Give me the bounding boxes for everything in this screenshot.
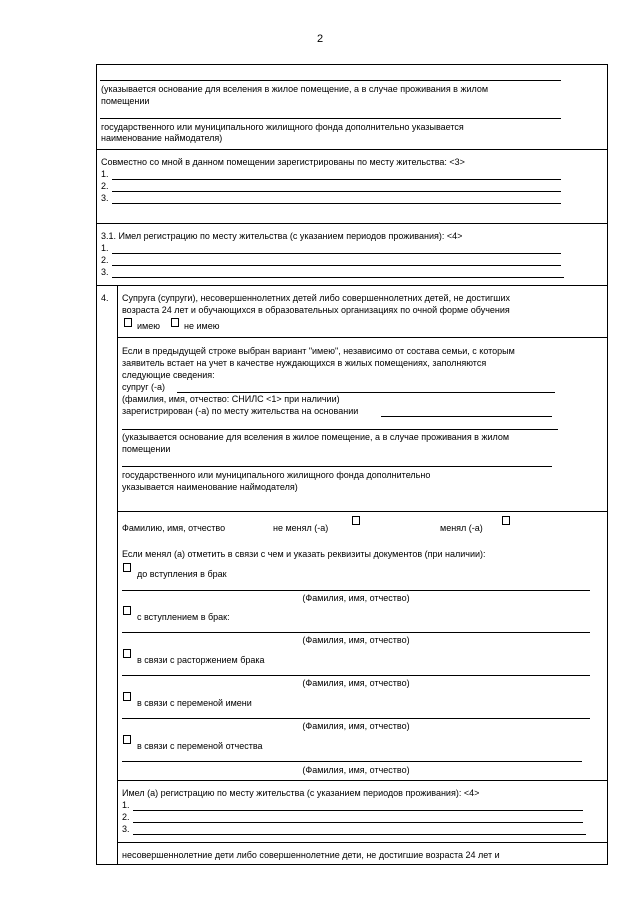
- fund-caption-1: государственного или муниципального жилищного фонда дополнительно: [122, 470, 431, 480]
- fio-caption: (Фамилия, имя, отчество): [302, 635, 410, 645]
- prior-registration-line-2[interactable]: [112, 265, 561, 266]
- info-text-1: Если в предыдущей строке выбран вариант "имею", независимо от состава семьи, с которым: [122, 346, 515, 356]
- co-registered-title: Совместно со мной в данном помещении зарегистрированы по месту жительства: <3>: [101, 157, 465, 167]
- prior-registration-line-1[interactable]: [112, 253, 561, 254]
- registered-basis-line[interactable]: [381, 416, 552, 417]
- registered-label: зарегистрирован (-а) по месту жительства на основании: [122, 406, 359, 416]
- changed-checkbox[interactable]: [502, 516, 510, 525]
- co-registered-item-3: 3.: [101, 193, 109, 203]
- prior-registration-item-2: 2.: [101, 255, 109, 265]
- have-checkbox[interactable]: [124, 318, 132, 327]
- row-divider: [96, 285, 608, 286]
- fio-caption: (Фамилия, имя, отчество): [302, 593, 410, 603]
- had-registration-item-1: 1.: [122, 800, 130, 810]
- reason-line-patronymic-change[interactable]: [122, 761, 582, 762]
- had-registration-line-2[interactable]: [133, 822, 583, 823]
- name-label: Фамилию, имя, отчество: [122, 523, 226, 533]
- fund-input-line[interactable]: [122, 466, 552, 467]
- prior-registration-title: 3.1. Имел регистрацию по месту жительства (с указанием периодов проживания): <4>: [101, 231, 463, 241]
- fund-caption-1: государственного или муниципального жилищного фонда дополнительно указывается: [101, 122, 464, 132]
- prior-registration-line-3[interactable]: [112, 277, 564, 278]
- basis-caption-2: помещении: [101, 96, 150, 106]
- children-line: несовершеннолетние дети либо совершеннолетние дети, не достигшие возраста 24 лет и: [122, 850, 500, 860]
- have-label: имею: [137, 321, 160, 331]
- reason-divorce: в связи с расторжением брака: [137, 655, 265, 665]
- reason-marriage: с вступлением в брак:: [137, 612, 230, 622]
- reason-checkbox-divorce[interactable]: [123, 649, 131, 658]
- info-text-2: заявитель встает на учет в качестве нуждающихся в жилых помещениях, заполняются: [122, 358, 487, 368]
- spouse-label: супруг (-а): [122, 382, 166, 392]
- co-registered-line-2[interactable]: [112, 191, 561, 192]
- had-registration-item-2: 2.: [122, 812, 130, 822]
- not-changed-label: не менял (-а): [273, 523, 329, 533]
- info-text-3: следующие сведения:: [122, 370, 215, 380]
- reason-line-before-marriage[interactable]: [122, 590, 590, 591]
- fund-caption-2: указывается наименование наймодателя): [122, 482, 298, 492]
- prior-registration-item-3: 3.: [101, 267, 109, 277]
- basis-caption-1: (указывается основание для вселения в жилое помещение, а в случае проживания в жилом: [122, 432, 510, 442]
- basis-caption-1: (указывается основание для вселения в жилое помещение, а в случае проживания в жилом: [101, 84, 489, 94]
- basis-caption-2: помещении: [122, 444, 171, 454]
- had-registration-title: Имел (а) регистрацию по месту жительства (с указанием периодов проживания): <4>: [122, 788, 480, 798]
- if-changed-text: Если менял (а) отметить в связи с чем и указать реквизиты документов (при наличии):: [122, 549, 486, 559]
- basis-input-line[interactable]: [100, 80, 561, 81]
- row-divider: [117, 842, 608, 843]
- page-number: 2: [316, 33, 324, 45]
- row-divider: [96, 223, 608, 224]
- had-registration-item-3: 3.: [122, 824, 130, 834]
- section-number: 4.: [101, 293, 109, 303]
- have-not-checkbox[interactable]: [171, 318, 179, 327]
- registered-basis-line-2[interactable]: [122, 429, 558, 430]
- not-changed-checkbox[interactable]: [352, 516, 360, 525]
- changed-label: менял (-а): [440, 523, 483, 533]
- reason-patronymic-change: в связи с переменой отчества: [137, 741, 263, 751]
- fund-caption-2: наименование наймодателя): [101, 133, 223, 143]
- section-number-column-divider: [117, 285, 118, 865]
- reason-line-divorce[interactable]: [122, 675, 590, 676]
- fio-caption: (Фамилия, имя, отчество): [302, 765, 410, 775]
- had-registration-line-3[interactable]: [133, 834, 586, 835]
- have-not-label: не имею: [184, 321, 220, 331]
- fio-snils-caption: (фамилия, имя, отчество: СНИЛС <1> при наличии): [122, 394, 340, 404]
- reason-checkbox-name-change[interactable]: [123, 692, 131, 701]
- co-registered-line-3[interactable]: [112, 203, 561, 204]
- reason-checkbox-marriage[interactable]: [123, 606, 131, 615]
- reason-line-name-change[interactable]: [122, 718, 590, 719]
- had-registration-line-1[interactable]: [133, 810, 583, 811]
- reason-checkbox-before-marriage[interactable]: [123, 563, 131, 572]
- reason-line-marriage[interactable]: [122, 632, 590, 633]
- fio-caption: (Фамилия, имя, отчество): [302, 678, 410, 688]
- fund-input-line[interactable]: [100, 118, 561, 119]
- fio-caption: (Фамилия, имя, отчество): [302, 721, 410, 731]
- row-divider: [117, 780, 608, 781]
- reason-before-marriage: до вступления в брак: [137, 569, 227, 579]
- row-divider: [117, 337, 608, 338]
- row-divider: [117, 511, 608, 512]
- reason-checkbox-patronymic-change[interactable]: [123, 735, 131, 744]
- reason-name-change: в связи с переменой имени: [137, 698, 252, 708]
- row-divider: [96, 149, 608, 150]
- spouse-input-line[interactable]: [177, 392, 555, 393]
- co-registered-item-2: 2.: [101, 181, 109, 191]
- spouse-question-2: возраста 24 лет и обучающихся в образовательных организациях по очной форме обучения: [122, 305, 510, 315]
- prior-registration-item-1: 1.: [101, 243, 109, 253]
- spouse-question-1: Супруга (супруги), несовершеннолетних детей либо совершеннолетних детей, не достигших: [122, 293, 511, 303]
- co-registered-line-1[interactable]: [112, 179, 561, 180]
- co-registered-item-1: 1.: [101, 169, 109, 179]
